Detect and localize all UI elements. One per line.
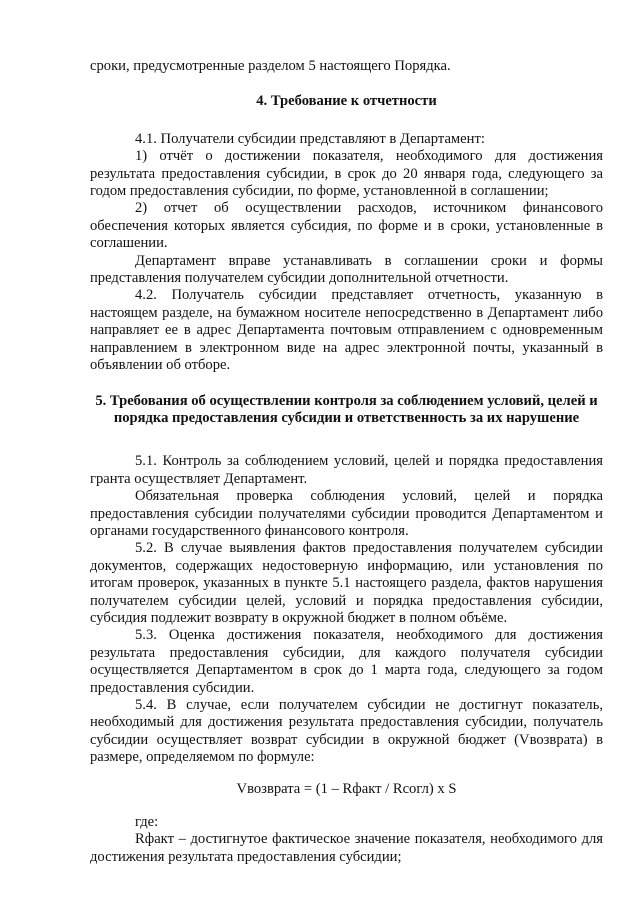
refund-formula: Vвозврата = (1 – Rфакт / Rсогл) x S <box>236 780 457 797</box>
formula-definition-rfact: Rфакт – достигнутое фактическое значение показателя, необходимого для достижения результата предоставления субсидии; <box>90 831 603 865</box>
section-4-heading: 4. Требование к отчетности <box>256 93 437 110</box>
paragraph-4-1-note: Департамент вправе устанавливать в соглашении сроки и формы представления получателем субсидии дополнительной отчетности. <box>90 252 603 287</box>
paragraph-5-3: 5.3. Оценка достижения показателя, необходимого для достижения результата предоставления субсидии, для каждого получателя субсидии осуществляется Департаментом в срок до 1 марта года, следующего за годом предоставления субсидии. <box>90 627 603 696</box>
formula-where: где: <box>135 814 159 831</box>
paragraph-5-2: 5.2. В случае выявления фактов предоставления получателем субсидии документов, содержащих недостоверную информацию, или установления по итогам проверок, указанных в пункте 5.1 настоящего раздела, фактов нарушения получателем субсидии целей, условий и порядка предоставления субсидии, субсидия подлежит возврату в окружной бюджет в полном объёме. <box>90 540 603 626</box>
paragraph-5-4: 5.4. В случае, если получателем субсидии не достигнут показатель, необходимый для достижения результата предоставления субсидии, получатель субсидии осуществляет возврат субсидии в окружной бюджет (Vвозврата) в размере, определяемом по формуле: <box>90 697 603 766</box>
paragraph-5-1: 5.1. Контроль за соблюдением условий, целей и порядка предоставления гранта осуществляет Департамент. <box>90 453 603 487</box>
paragraph-4-1-item-1: 1) отчёт о достижении показателя, необходимого для достижения результата предоставления субсидии, в срок до 20 января года, следующего за годом предоставления субсидии, по форме, установленной в соглашении; <box>90 148 603 200</box>
paragraph-4-1-item-2: 2) отчет об осуществлении расходов, источником финансового обеспечения которых является субсидия, по форме и в сроки, установленные в соглашении. <box>90 200 603 252</box>
continued-paragraph: сроки, предусмотренные разделом 5 настоящего Порядка. <box>90 58 451 74</box>
paragraph-4-2: 4.2. Получатель субсидии представляет отчетность, указанную в настоящем разделе, на бумажном носителе непосредственно в Департамент либо направляет ее в адрес Департамента почтовым отправлением с одновременным направлением в электронном виде на адрес электронной почты, указанный в объявлении об отборе. <box>90 287 603 374</box>
section-5-heading: 5. Требования об осуществлении контроля за соблюдением условий, целей и порядка предоставления субсидии и ответственность за их нарушение <box>95 392 598 426</box>
paragraph-5-1-note: Обязательная проверка соблюдения условий, целей и порядка предоставления субсидии получателями субсидии проводится Департаментом и органами государственного финансового контроля. <box>90 488 603 539</box>
paragraph-4-1: 4.1. Получатели субсидии представляют в Департамент: <box>135 130 485 147</box>
